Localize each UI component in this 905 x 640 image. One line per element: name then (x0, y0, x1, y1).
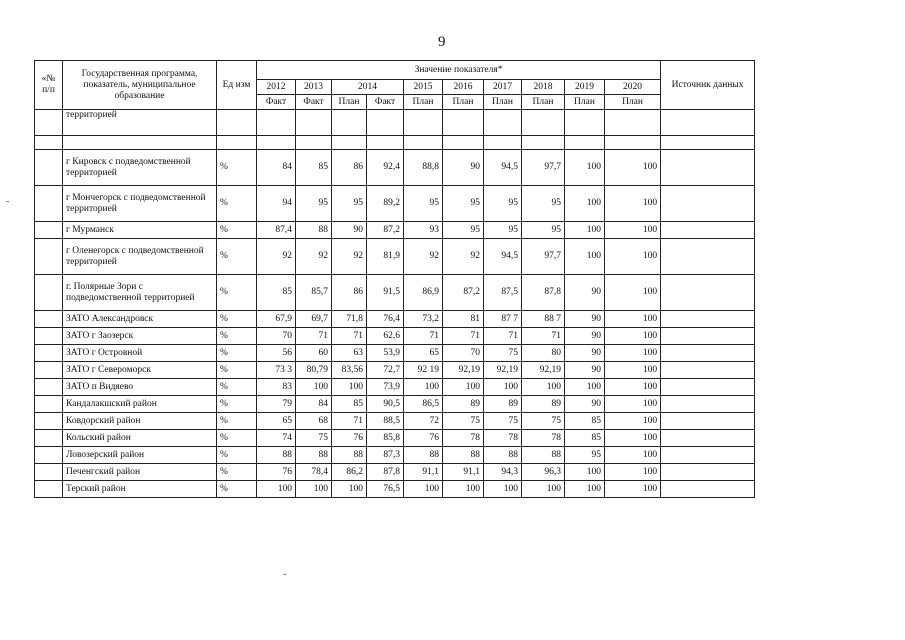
data-source-cell (661, 222, 755, 239)
header-unit: Ед изм (217, 61, 257, 110)
value-cell: 92,19 (522, 362, 565, 379)
municipality-name: г Мончегорск с подведомственной территорией (63, 186, 217, 222)
value-cell: 86,2 (332, 464, 367, 481)
municipality-name: г Оленегорск с подведомственной территорией (63, 239, 217, 275)
row-number-cell (35, 413, 63, 430)
data-source-cell (661, 311, 755, 328)
value-cell: 90,5 (367, 396, 404, 413)
continuation-text: территорией (63, 110, 217, 136)
value-cell: 90 (565, 396, 605, 413)
value-cell: 92 (404, 239, 443, 275)
header-year: 2013 (296, 80, 332, 95)
data-source-cell (661, 430, 755, 447)
value-cell: 100 (565, 481, 605, 498)
row-number-cell (35, 328, 63, 345)
value-cell: 85 (565, 413, 605, 430)
value-cell: 78,4 (296, 464, 332, 481)
value-cell: 73,2 (404, 311, 443, 328)
value-cell: 76 (332, 430, 367, 447)
municipality-name: Кандалакшский район (63, 396, 217, 413)
unit-cell: % (217, 345, 257, 362)
value-cell: 100 (605, 430, 661, 447)
value-cell: 71 (443, 328, 484, 345)
value-cell: 86,9 (404, 275, 443, 311)
value-cell: 100 (565, 150, 605, 186)
value-cell: 100 (257, 481, 296, 498)
value-cell: 71 (332, 328, 367, 345)
value-cell: 94,5 (484, 239, 522, 275)
value-cell: 75 (484, 345, 522, 362)
unit-cell: % (217, 275, 257, 311)
value-cell: 88,8 (404, 150, 443, 186)
municipality-name: г. Полярные Зори с подведомственной территорией (63, 275, 217, 311)
header-program-name: Государственная программа, показатель, муниципальное образование (63, 61, 217, 110)
value-cell: 79 (257, 396, 296, 413)
value-cell: 60 (296, 345, 332, 362)
value-cell: 91,1 (404, 464, 443, 481)
header-year: 2014 (332, 80, 404, 95)
value-cell: 76,5 (367, 481, 404, 498)
value-cell: 92,4 (367, 150, 404, 186)
value-cell: 86,5 (404, 396, 443, 413)
data-source-cell (661, 413, 755, 430)
value-cell: 75 (443, 413, 484, 430)
value-cell: 76 (404, 430, 443, 447)
row-number-cell (35, 481, 63, 498)
value-cell: 88 (522, 447, 565, 464)
value-cell: 56 (257, 345, 296, 362)
data-source-cell (661, 379, 755, 396)
value-cell: 100 (605, 222, 661, 239)
header-year: 2018 (522, 80, 565, 95)
header-year: 2019 (565, 80, 605, 95)
value-cell: 97,7 (522, 239, 565, 275)
value-cell: 90 (565, 345, 605, 362)
value-cell: 71 (296, 328, 332, 345)
value-cell: 87,5 (484, 275, 522, 311)
spacer-row (35, 136, 755, 150)
header-data-source: Источник данных (661, 61, 755, 110)
value-cell: 100 (565, 379, 605, 396)
value-cell: 83,56 (332, 362, 367, 379)
value-cell: 100 (605, 150, 661, 186)
data-source-cell (661, 328, 755, 345)
value-cell: 68 (296, 413, 332, 430)
value-cell: 100 (404, 379, 443, 396)
value-cell: 100 (605, 447, 661, 464)
value-cell: 71 (484, 328, 522, 345)
header-year: 2020 (605, 80, 661, 95)
value-cell: 70 (443, 345, 484, 362)
value-cell: 88 (404, 447, 443, 464)
row-number-cell (35, 311, 63, 328)
value-cell: 65 (404, 345, 443, 362)
value-cell: 100 (605, 464, 661, 481)
value-cell: 92 (332, 239, 367, 275)
table-row (35, 150, 755, 186)
value-cell: 85,8 (367, 430, 404, 447)
value-cell: 85 (257, 275, 296, 311)
unit-cell: % (217, 464, 257, 481)
row-number-cell (35, 362, 63, 379)
value-cell: 80,79 (296, 362, 332, 379)
table-row (35, 328, 755, 345)
value-cell: 63 (332, 345, 367, 362)
value-cell: 75 (484, 413, 522, 430)
value-cell: 95 (484, 222, 522, 239)
value-cell: 88 (484, 447, 522, 464)
table-row (35, 430, 755, 447)
header-year: 2012 (257, 80, 296, 95)
municipality-name: Ковдорский район (63, 413, 217, 430)
value-cell: 87,8 (367, 464, 404, 481)
unit-cell: % (217, 222, 257, 239)
table-row (35, 481, 755, 498)
value-cell: 87,3 (367, 447, 404, 464)
unit-cell: % (217, 481, 257, 498)
unit-cell: % (217, 379, 257, 396)
value-cell: 67,9 (257, 311, 296, 328)
municipality-name: г Мурманск (63, 222, 217, 239)
value-cell: 88 (296, 222, 332, 239)
value-cell: 100 (605, 379, 661, 396)
value-cell: 94,5 (484, 150, 522, 186)
value-cell: 89 (443, 396, 484, 413)
row-number-cell (35, 396, 63, 413)
value-cell: 88 7 (522, 311, 565, 328)
value-cell: 95 (565, 447, 605, 464)
header-indicator-values: Значение показателя* (257, 61, 661, 80)
value-cell: 93 (404, 222, 443, 239)
data-source-cell (661, 239, 755, 275)
data-source-cell (661, 275, 755, 311)
value-cell: 90 (332, 222, 367, 239)
value-cell: 85,7 (296, 275, 332, 311)
value-cell: 95 (522, 186, 565, 222)
table-row (35, 396, 755, 413)
value-cell: 95 (332, 186, 367, 222)
value-cell: 90 (565, 311, 605, 328)
value-cell: 91,1 (443, 464, 484, 481)
value-cell: 72 (404, 413, 443, 430)
value-cell: 71 (332, 413, 367, 430)
data-source-cell (661, 464, 755, 481)
value-cell: 100 (605, 481, 661, 498)
row-number-cell (35, 447, 63, 464)
unit-cell: % (217, 150, 257, 186)
value-cell: 92,19 (484, 362, 522, 379)
row-number-cell (35, 186, 63, 222)
value-cell: 69,7 (296, 311, 332, 328)
header-subhead: Факт (257, 95, 296, 110)
value-cell: 84 (257, 150, 296, 186)
value-cell: 87,4 (257, 222, 296, 239)
data-source-cell (661, 150, 755, 186)
value-cell: 75 (296, 430, 332, 447)
value-cell: 87,8 (522, 275, 565, 311)
value-cell: 100 (332, 481, 367, 498)
value-cell: 88 (443, 447, 484, 464)
data-source-cell (661, 186, 755, 222)
table-row (35, 464, 755, 481)
value-cell: 72,7 (367, 362, 404, 379)
data-source-cell (661, 362, 755, 379)
value-cell: 100 (565, 239, 605, 275)
value-cell: 100 (443, 481, 484, 498)
margin-mark-bottom: - (283, 569, 287, 580)
value-cell: 92,19 (443, 362, 484, 379)
row-number-cell (35, 222, 63, 239)
value-cell: 74 (257, 430, 296, 447)
header-subhead: План (404, 95, 443, 110)
table-row (35, 239, 755, 275)
table-row (35, 275, 755, 311)
value-cell: 90 (565, 328, 605, 345)
table-row (35, 222, 755, 239)
value-cell: 100 (565, 464, 605, 481)
value-cell: 100 (605, 345, 661, 362)
municipality-name: Печенгский район (63, 464, 217, 481)
value-cell: 83 (257, 379, 296, 396)
header-subhead: План (332, 95, 367, 110)
value-cell: 90 (565, 275, 605, 311)
value-cell: 100 (605, 311, 661, 328)
value-cell: 94,3 (484, 464, 522, 481)
table-row (35, 311, 755, 328)
unit-cell: % (217, 311, 257, 328)
unit-cell: % (217, 396, 257, 413)
value-cell: 97,7 (522, 150, 565, 186)
unit-cell: % (217, 186, 257, 222)
value-cell: 100 (605, 413, 661, 430)
municipality-name: Терский район (63, 481, 217, 498)
municipality-name: Кольский район (63, 430, 217, 447)
header-number: «№ п/п (35, 61, 63, 110)
value-cell: 80 (522, 345, 565, 362)
row-number-cell (35, 379, 63, 396)
value-cell: 65 (257, 413, 296, 430)
unit-cell: % (217, 362, 257, 379)
indicator-table (34, 60, 755, 498)
value-cell: 87 7 (484, 311, 522, 328)
value-cell: 100 (484, 379, 522, 396)
value-cell: 100 (565, 222, 605, 239)
header-subhead: Факт (367, 95, 404, 110)
data-source-cell (661, 396, 755, 413)
row-number-cell (35, 150, 63, 186)
municipality-name: ЗАТО Александровск (63, 311, 217, 328)
header-year: 2016 (443, 80, 484, 95)
value-cell: 53,9 (367, 345, 404, 362)
unit-cell: % (217, 328, 257, 345)
table-row (35, 345, 755, 362)
value-cell: 92 19 (404, 362, 443, 379)
value-cell: 100 (605, 186, 661, 222)
value-cell: 71 (404, 328, 443, 345)
value-cell: 100 (296, 379, 332, 396)
value-cell: 89,2 (367, 186, 404, 222)
table-row (35, 379, 755, 396)
municipality-name: ЗАТО г Североморск (63, 362, 217, 379)
value-cell: 95 (296, 186, 332, 222)
data-source-cell (661, 481, 755, 498)
municipality-name: г Кировск с подведомственной территорией (63, 150, 217, 186)
value-cell: 95 (443, 222, 484, 239)
value-cell: 95 (404, 186, 443, 222)
value-cell: 100 (605, 328, 661, 345)
value-cell: 85 (332, 396, 367, 413)
value-cell: 75 (522, 413, 565, 430)
value-cell: 100 (565, 186, 605, 222)
value-cell: 100 (605, 362, 661, 379)
value-cell: 76,4 (367, 311, 404, 328)
table-row (35, 362, 755, 379)
value-cell: 96,3 (522, 464, 565, 481)
page-number: 9 (438, 34, 446, 50)
value-cell: 95 (522, 222, 565, 239)
value-cell: 100 (522, 379, 565, 396)
value-cell: 88,5 (367, 413, 404, 430)
unit-cell: % (217, 430, 257, 447)
value-cell: 73,9 (367, 379, 404, 396)
value-cell: 71,8 (332, 311, 367, 328)
municipality-name: Ловозерский район (63, 447, 217, 464)
value-cell: 100 (296, 481, 332, 498)
municipality-name: ЗАТО г Заозерск (63, 328, 217, 345)
row-number-cell (35, 430, 63, 447)
data-source-cell (661, 447, 755, 464)
value-cell: 88 (257, 447, 296, 464)
table-row (35, 186, 755, 222)
value-cell: 90 (443, 150, 484, 186)
value-cell: 87,2 (443, 275, 484, 311)
value-cell: 81 (443, 311, 484, 328)
value-cell: 91,5 (367, 275, 404, 311)
value-cell: 78 (443, 430, 484, 447)
margin-mark-left: - (6, 196, 10, 207)
unit-cell: % (217, 413, 257, 430)
value-cell: 81,9 (367, 239, 404, 275)
value-cell: 94 (257, 186, 296, 222)
value-cell: 92 (443, 239, 484, 275)
header-year: 2015 (404, 80, 443, 95)
value-cell: 92 (296, 239, 332, 275)
continuation-row (35, 110, 755, 136)
value-cell: 78 (522, 430, 565, 447)
value-cell: 100 (605, 396, 661, 413)
municipality-name: ЗАТО п Видяево (63, 379, 217, 396)
value-cell: 100 (484, 481, 522, 498)
value-cell: 100 (404, 481, 443, 498)
value-cell: 70 (257, 328, 296, 345)
value-cell: 87,2 (367, 222, 404, 239)
municipality-name: ЗАТО г Островной (63, 345, 217, 362)
row-number-cell (35, 239, 63, 275)
value-cell: 89 (484, 396, 522, 413)
header-subhead: План (522, 95, 565, 110)
row-number-cell (35, 275, 63, 311)
value-cell: 100 (443, 379, 484, 396)
header-subhead: План (565, 95, 605, 110)
header-year: 2017 (484, 80, 522, 95)
table-row (35, 447, 755, 464)
value-cell: 90 (565, 362, 605, 379)
value-cell: 71 (522, 328, 565, 345)
value-cell: 100 (332, 379, 367, 396)
value-cell: 95 (443, 186, 484, 222)
value-cell: 89 (522, 396, 565, 413)
value-cell: 86 (332, 150, 367, 186)
data-source-cell (661, 345, 755, 362)
value-cell: 84 (296, 396, 332, 413)
value-cell: 86 (332, 275, 367, 311)
value-cell: 100 (605, 275, 661, 311)
value-cell: 92 (257, 239, 296, 275)
unit-cell: % (217, 239, 257, 275)
value-cell: 88 (296, 447, 332, 464)
header-subhead: План (605, 95, 661, 110)
value-cell: 100 (522, 481, 565, 498)
unit-cell: % (217, 447, 257, 464)
value-cell: 76 (257, 464, 296, 481)
header-subhead: План (484, 95, 522, 110)
value-cell: 62,6 (367, 328, 404, 345)
row-number-cell (35, 464, 63, 481)
row-number-cell (35, 345, 63, 362)
value-cell: 88 (332, 447, 367, 464)
value-cell: 95 (484, 186, 522, 222)
value-cell: 78 (484, 430, 522, 447)
value-cell: 73 3 (257, 362, 296, 379)
value-cell: 100 (605, 239, 661, 275)
value-cell: 85 (296, 150, 332, 186)
table-row (35, 413, 755, 430)
header-subhead: План (443, 95, 484, 110)
header-subhead: Факт (296, 95, 332, 110)
value-cell: 85 (565, 430, 605, 447)
